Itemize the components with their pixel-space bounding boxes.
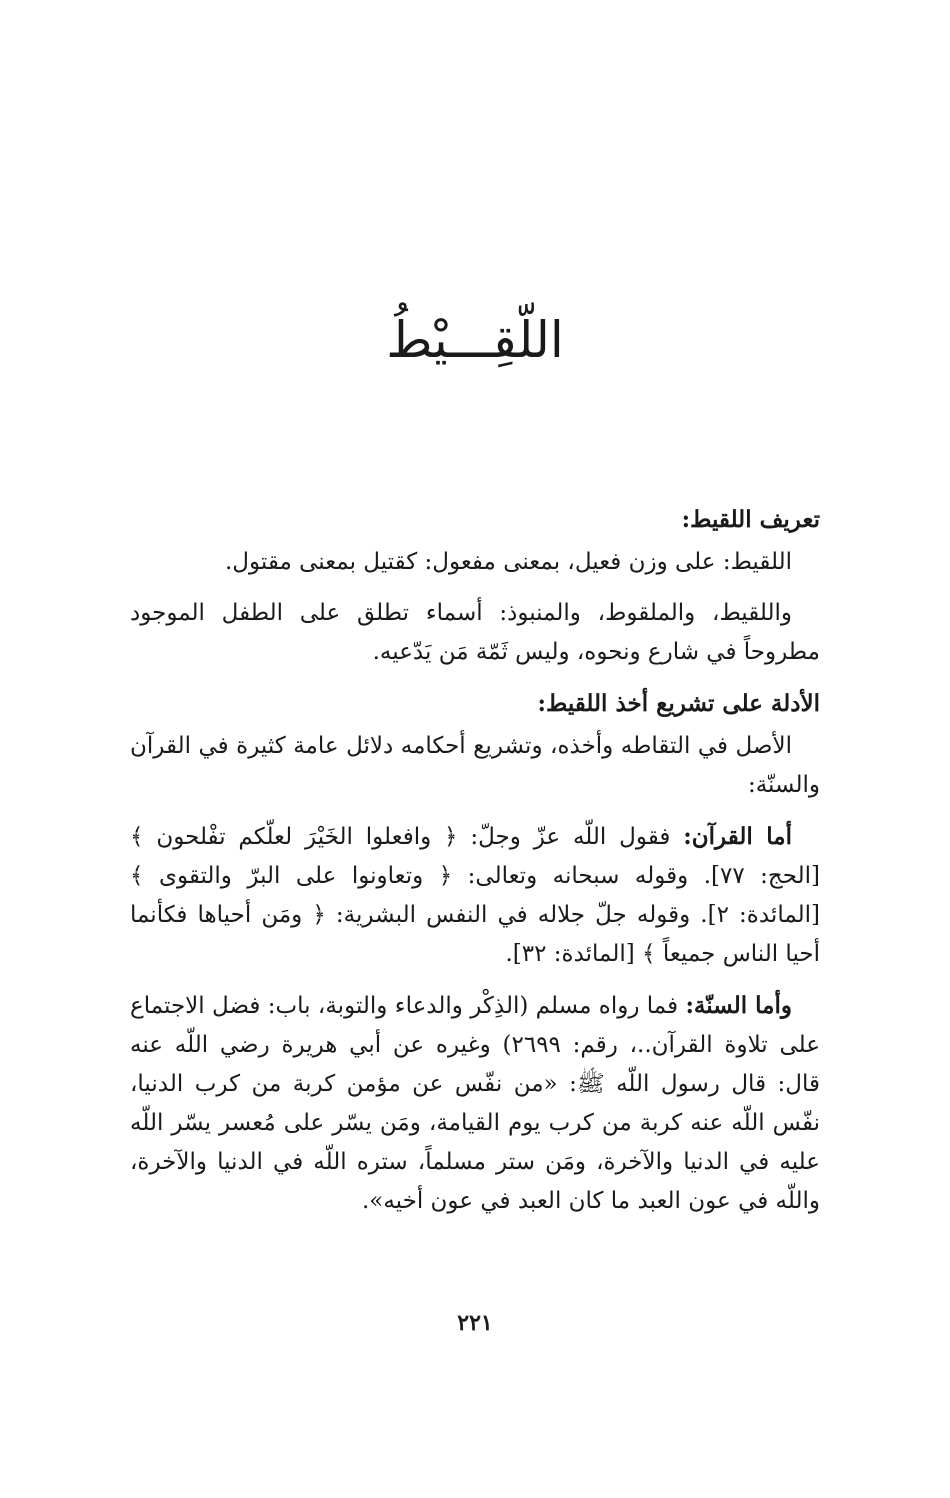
- quran-paragraph: [130, 817, 820, 974]
- sunnah-lead: وأما السنّة:: [685, 992, 792, 1019]
- page-body: [130, 500, 820, 1233]
- quran-text: فقول اللّه عزّ وجلّ: ﴿ وافعلوا الخَيْرَ لعلّكم تفْلحون ﴾ [الحج: ٧٧]. وقوله سبحانه وتعالى: ﴿ وتعاونوا على البرّ والتقوى ﴾ [المائدة: ٢]. وقوله جلّ جلاله في النفس البشرية: ﴿ ومَن أحياها فكأنما أحيا الناس جميعاً ﴾ [المائدة: ٣٢].: [130, 824, 820, 967]
- quran-lead: أما القرآن:: [683, 823, 792, 850]
- sunnah-paragraph: [130, 986, 820, 1221]
- evidence-heading: الأدلة على تشريع أخذ اللقيط:: [537, 690, 820, 717]
- page-number: ٢٢١: [457, 1310, 493, 1336]
- definition-paragraph-1: اللقيط: على وزن فعيل، بمعنى مفعول: كقتيل بمعنى مقتول.: [224, 549, 792, 575]
- definition-heading: تعريف اللقيط:: [681, 506, 820, 533]
- evidence-paragraph: الأصل في التقاطه وأخذه، وتشريع أحكامه دلائل عامة كثيرة في القرآن والسنّة:: [130, 733, 820, 798]
- chapter-title: اللّقِـــيْطُ: [386, 311, 564, 369]
- sunnah-text: فما رواه مسلم (الذِكْر والدعاء والتوبة، باب: فضل الاجتماع على تلاوة القرآن..، رقم: ٢٦٩٩) وغيره عن أبي هريرة رضي اللّه عنه قال: قال رسول اللّه ﷺ: «من نفّس عن مؤمن كربة من كرب الدنيا، نفّس اللّه عنه كربة من كرب يوم القيامة، ومَن يسّر على مُعسر يسّر اللّه عليه في الدنيا والآخرة، ومَن ستر مسلماً، ستره اللّه في الدنيا والآخرة، واللّه في عون العبد ما كان العبد في عون أخيه».: [130, 993, 820, 1214]
- definition-paragraph-2: واللقيط، والملقوط، والمنبوذ: أسماء تطلق على الطفل الموجود مطروحاً في شارع ونحوه، وليس ثَمّة مَن يَدّعيه.: [130, 600, 820, 665]
